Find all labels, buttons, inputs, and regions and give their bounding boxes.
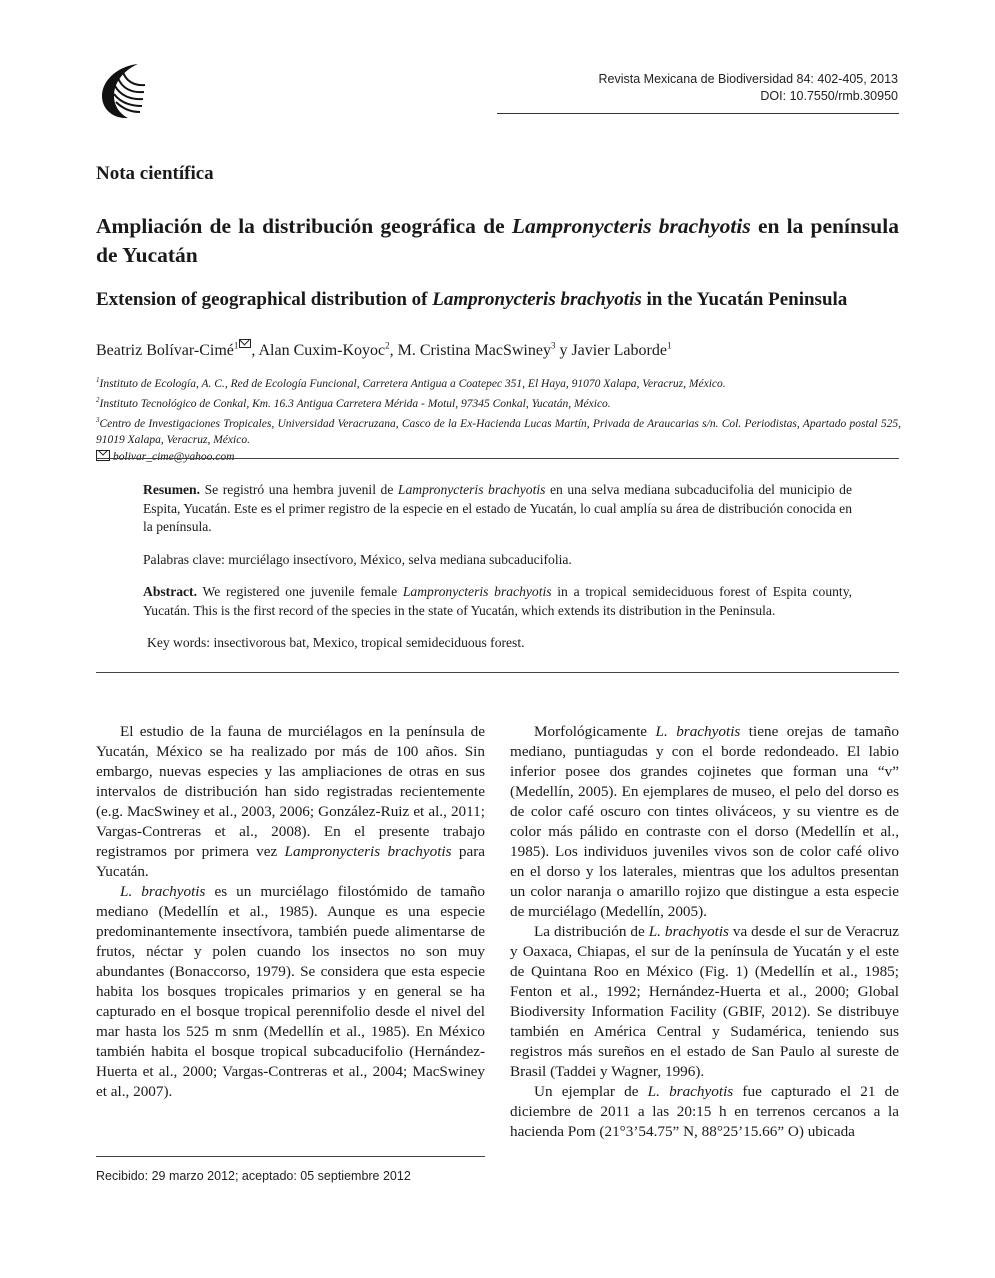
journal-logo-icon [98,62,150,120]
title-english: Extension of geographical distribution of Lampronycteris brachyotis in the Yucatán Peninsula [96,289,848,310]
footnote-rule [96,1156,485,1157]
affiliation-2: $^2$Instituto Tecnológico de Conkal, Km. 16.3 Antigua Carretera Mérida - Motul, 97345 Conkal, Yucatán, México. [96,396,611,410]
body-column-right [510,722,899,1142]
title-spanish: Ampliación de la distribución geográfica de Lampronycteris brachyotis en la península de Yucatán [96,214,899,267]
email-link[interactable]: bolivar_cime@yahoo.com [113,450,235,463]
abstract-top-rule [96,458,899,459]
abstract-bottom-rule [96,672,899,673]
author-list: Beatriz Bolívar-Cimé$^1$ , Alan Cuxim-Koyoc$^2$, M. Cristina MacSwiney$^3$ y Javier Laborde$^1$ [96,340,672,359]
right-paragraph-3: Un ejemplar de L. brachyotis fue capturado el 21 de diciembre de 2011 a las 20:15 h en terrenos cercanos a la hacienda Pom (21°3’54.75” N, 88°25’15.66” O) ubicada [510,1083,899,1140]
journal-citation [599,71,899,105]
left-paragraph-2: L. brachyotis es un murciélago filostómido de tamaño mediano (Medellín et al., 1985). Aunque es una especie predominantemente insectívora, también puede alimentarse de frutos, néctar y polen cuando los insectos no son muy abundantes (Bonaccorso, 1979). Se considera que esta especie habita los bosques tropicales primarios y en general se ha capturado en el bosque tropical perennifolio desde el nivel del mar hasta los 525 m snm (Medellín et al., 1985). En México también habita el bosque tropical subcaducifolio (Hernández-Huerta et al., 2000; Vargas-Contreras et al., 2004; MacSwiney et al., 2007). [96,883,485,1100]
affiliation-1: $^1$Instituto de Ecología, A. C., Red de Ecología Funcional, Carretera Antigua a Coatepec 351, El Haya, 91070 Xalapa, Veracruz, México. [96,376,726,390]
palabras-clave: Palabras clave: murciélago insectívoro, México, selva mediana subcaducifolia. [143,551,572,567]
resumen: Resumen. Se registró una hembra juvenil de Lampronycteris brachyotis en una selva mediana subcaducifolia del municipio de Espita, Yucatán. Este es el primer registro de la especie en el estado de Yucatán, lo cual amplía su área de distribución conocida en la península. [143,482,852,534]
received-dates: Recibido: 29 marzo 2012; aceptado: 05 septiembre 2012 [96,1169,411,1183]
affiliation-3: $^3$Centro de Investigaciones Tropicales, Universidad Veracruzana, Casco de la Ex-Hacienda Lucas Martín, Privada de Araucarias s/n. Col. Periodistas, Apartado postal 525, 91019 Xalapa, Veracruz, México. [96,416,901,447]
header-rule [497,113,899,114]
email-envelope-icon [96,450,110,461]
right-paragraph-2: La distribución de L. brachyotis va desde el sur de Veracruz y Oaxaca, Chiapas, el sur de la península de Yucatán y el este de Quintana Roo en México (Fig. 1) (Medellín et al., 1985; Fenton et al., 1992; Hernández-Huerta et al., 2000; Global Biodiversity Information Facility (GBIF, 2012). Se distribuye también en América Central y Sudamérica, teniendo sus registros más sureños en el estado de San Paulo al sureste de Brasil (Taddei y Wagner, 1996). [510,923,899,1080]
left-paragraph-1: El estudio de la fauna de murciélagos en la península de Yucatán, México se ha realizado por más de 100 años. Sin embargo, nuevas especies y las ampliaciones de otras en sus intervalos de distribución han sido registradas recientemente (e.g. MacSwiney et al., 2003, 2006; González-Ruiz et al., 2011; Vargas-Contreras et al., 2008). En el presente trabajo registramos por primera vez Lampronycteris brachyotis para Yucatán. [96,723,485,880]
journal-line: Revista Mexicana de Biodiversidad 84: 402-405, 2013 [598,72,898,86]
body-column-left [96,722,485,1102]
abstract-en: Abstract. We registered one juvenile female Lampronycteris brachyotis in a tropical semideciduous forest of Espita county, Yucatán. This is the first record of the species in the state of Yucatán, which extends its distribution in the Peninsula. [143,584,853,618]
key-words: Key words: insectivorous bat, Mexico, tropical semideciduous forest. [147,635,525,650]
contact-email [96,449,901,465]
affiliations [96,372,901,465]
doi[interactable]: DOI: 10.7550/rmb.30950 [760,89,898,103]
section-label: Nota científica [96,163,214,184]
right-paragraph-1: Morfológicamente L. brachyotis tiene orejas de tamaño mediano, puntiagudas y con el borde redondeado. El labio inferior posee dos grandes cojinetes que forman una “v” (Medellín, 2005). En ejemplares de museo, el pelo del dorso es de color café oscuro con tintes oliváceos, y su vientre es de color más pálido en contraste con el dorso (Medellín et al., 1985). Los individuos juveniles vivos son de color café olivo en el dorso y los laterales, mientras que los adultos presentan un color naranja o amarillo rojizo que distingue a esta especie de murciélago (Medellín, 2005). [510,723,899,920]
envelope-icon [239,339,251,348]
title-en-species: Lampronycteris brachyotis [432,289,642,310]
abstract-section [143,481,852,667]
title-species: Lampronycteris brachyotis [511,214,751,238]
